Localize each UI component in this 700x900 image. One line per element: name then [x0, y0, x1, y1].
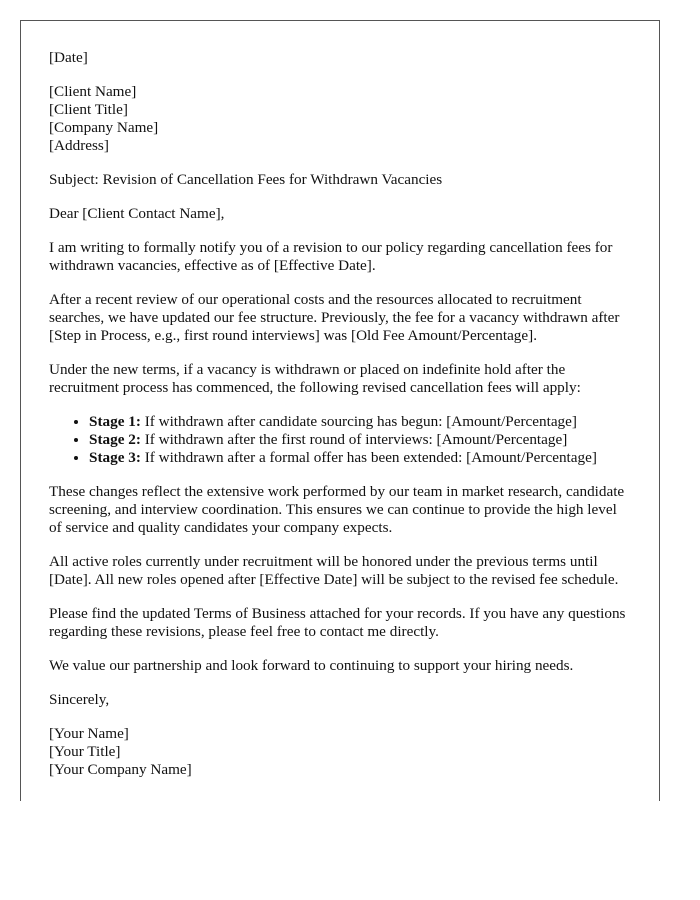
- stage-label: Stage 1:: [89, 413, 141, 430]
- letter-signoff: Sincerely,: [49, 691, 110, 708]
- fee-stage-item: [89, 413, 633, 431]
- sender-title: [Your Title]: [49, 743, 121, 760]
- intro-paragraph: I am writing to formally notify you of a revision to our policy regarding cancellation fees for withdrawn vacancies, effective as of [Effective Date].: [49, 239, 613, 274]
- letter-page: [20, 20, 660, 801]
- recipient-address: [Address]: [49, 137, 109, 154]
- fee-stage-list: [49, 413, 633, 467]
- recipient-name: [Client Name]: [49, 83, 137, 100]
- partnership-paragraph: We value our partnership and look forward to continuing to support your hiring needs.: [49, 657, 574, 674]
- letter-salutation: Dear [Client Contact Name],: [49, 205, 225, 222]
- stage-text: If withdrawn after a formal offer has been extended: [Amount/Percentage]: [140, 449, 597, 466]
- stage-label: Stage 2:: [89, 431, 141, 448]
- recipient-company: [Company Name]: [49, 119, 159, 136]
- new-terms-paragraph: Under the new terms, if a vacancy is withdrawn or placed on indefinite hold after the recruitment process has commenced, the following revised cancellation fees will apply:: [49, 361, 581, 396]
- rationale-paragraph: These changes reflect the extensive work performed by our team in market research, candidate screening, and interview coordination. This ensures we can continue to provide the high level of service and quality candidates your company expects.: [49, 483, 625, 536]
- letter-subject: Subject: Revision of Cancellation Fees for Withdrawn Vacancies: [49, 171, 443, 188]
- sender-block: [49, 725, 633, 779]
- fee-stage-item: [89, 431, 633, 449]
- stage-text: If withdrawn after candidate sourcing has begun: [Amount/Percentage]: [140, 413, 577, 430]
- letter-body: [49, 49, 633, 779]
- recipient-title: [Client Title]: [49, 101, 128, 118]
- sender-company: [Your Company Name]: [49, 761, 192, 778]
- fee-stage-item: [89, 449, 633, 467]
- background-paragraph: After a recent review of our operational costs and the resources allocated to recruitment searches, we have updated our fee structure. Previously, the fee for a vacancy withdrawn after [Step in Process, e.g., first round interviews] was [Old Fee Amount/Percentage].: [49, 291, 620, 344]
- stage-text: If withdrawn after the first round of interviews: [Amount/Percentage]: [140, 431, 568, 448]
- letter-date: [Date]: [49, 49, 88, 66]
- attachment-paragraph: Please find the updated Terms of Business attached for your records. If you have any questions regarding these revisions, please feel free to contact me directly.: [49, 605, 626, 640]
- stage-label: Stage 3:: [89, 449, 141, 466]
- transition-paragraph: All active roles currently under recruitment will be honored under the previous terms until [Date]. All new roles opened after [Effective Date] will be subject to the revised fee schedule.: [49, 553, 619, 588]
- recipient-block: [49, 83, 633, 155]
- sender-name: [Your Name]: [49, 725, 129, 742]
